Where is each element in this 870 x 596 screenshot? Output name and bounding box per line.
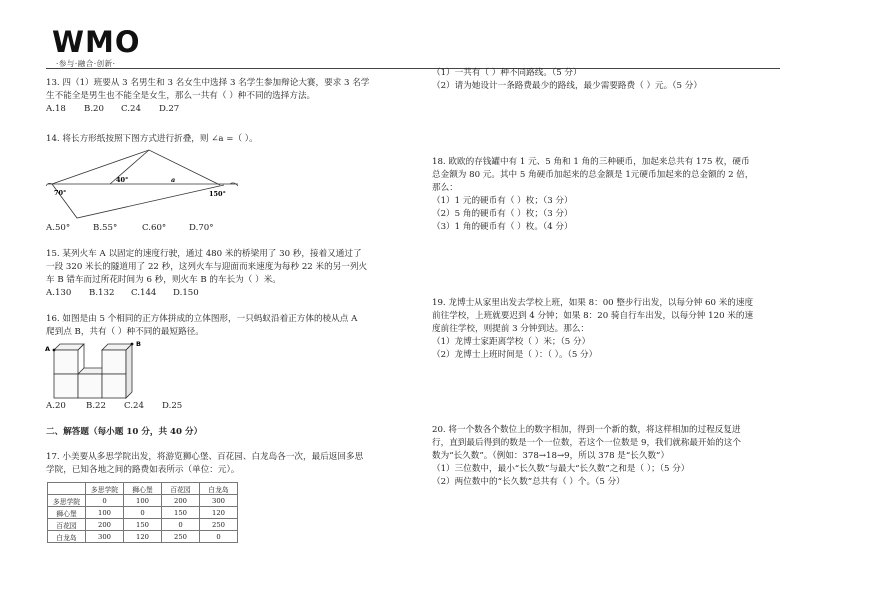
logo: WMO xyxy=(52,25,141,59)
table-cell: 150 xyxy=(162,507,200,519)
table-cell: 120 xyxy=(124,531,162,543)
table-cell: 100 xyxy=(86,507,124,519)
option-d: D.27 xyxy=(159,104,180,114)
table-cell: 300 xyxy=(200,495,238,507)
table-header-cell: 百花园 xyxy=(162,483,200,495)
angle-a-label: a xyxy=(171,176,176,184)
option-c: C.24 xyxy=(124,401,144,411)
cube-figure xyxy=(44,338,154,402)
point-b xyxy=(131,343,134,346)
q18-sub2: （2）5 角的硬币有（ ）枚；（3 分） xyxy=(432,209,573,219)
q18-line3: 那么： xyxy=(432,183,458,193)
slogan: ·参与·融合·创新· xyxy=(56,59,116,68)
q13-line1: 13. 四（1）班要从 3 名男生和 3 名女生中选择 3 名学生参加辩论大赛，要求 3 名学 xyxy=(46,78,370,88)
table-cell: 120 xyxy=(200,507,238,519)
table-cell: 300 xyxy=(86,531,124,543)
q18-sub1: （1）1 元的硬币有（ ）枚；（3 分） xyxy=(432,196,573,206)
angle-70-label: 70° xyxy=(54,189,67,197)
q14-line1: 14. 将长方形纸按照下图方式进行折叠，则 ∠a =（ ）。 xyxy=(46,134,258,144)
table-row xyxy=(48,495,238,507)
option-a: A.130 xyxy=(46,288,72,298)
option-a: A.50° xyxy=(46,223,71,233)
table-cell: 0 xyxy=(162,519,200,531)
point-a xyxy=(53,349,56,352)
q19-line2: 前往学校，上班就要迟到 4 分钟；如果 8：20 骑自行车出发，以每分钟 120 米的速 xyxy=(432,311,754,321)
option-c: C.144 xyxy=(131,288,157,298)
q20-line2: 行，直到最后得到的数是一个一位数，若这个一位数是 9，我们就称最开始的这个 xyxy=(432,438,741,448)
table-cell: 200 xyxy=(86,519,124,531)
q16-line1: 16. 如图是由 5 个相同的正方体拼成的立体图形，一只蚂蚁沿着正方体的棱从点 A xyxy=(46,314,358,324)
option-d: D.150 xyxy=(173,288,199,298)
option-c: C.60° xyxy=(142,223,167,233)
table-cell: 狮心堡 xyxy=(48,507,86,519)
q17-sub1: （1）一共有（ ）种不同路线。（5 分） xyxy=(432,68,582,78)
table-row xyxy=(48,519,238,531)
table-cell: 250 xyxy=(162,531,200,543)
table-cell: 150 xyxy=(124,519,162,531)
table-cell: 0 xyxy=(86,495,124,507)
q16-line2: 爬到点 B，共有（ ）种不同的最短路径。 xyxy=(46,327,204,337)
table-header-cell: 多思学院 xyxy=(86,483,124,495)
table-cell: 0 xyxy=(124,507,162,519)
q20-sub1: （1）三位数中，最小“长久数”与最大“长久数”之和是（ ）；（5 分） xyxy=(432,464,690,474)
option-a: A.20 xyxy=(46,401,66,411)
option-b: B.20 xyxy=(84,104,104,114)
table-cell: 250 xyxy=(200,519,238,531)
label-b: B xyxy=(136,340,141,348)
q15-line3: 车 B 错车而过所花时间为 6 秒，则火车 B 的车长为（ ）米。 xyxy=(46,275,281,285)
option-d: D.25 xyxy=(162,401,183,411)
q13-line2: 生不能全是男生也不能全是女生，那么一共有（ ）种不同的选择方法。 xyxy=(46,91,316,101)
section-2-heading: 二、解答题（每小题 10 分，共 40 分） xyxy=(46,427,203,437)
option-b: B.55° xyxy=(93,223,118,233)
q18-sub3: （3）1 角的硬币有（ ）枚。（4 分） xyxy=(432,222,573,232)
fold-upper-edge xyxy=(52,150,220,185)
option-b: B.22 xyxy=(86,401,106,411)
table-header-cell: 狮心堡 xyxy=(124,483,162,495)
table-cell: 多思学院 xyxy=(48,495,86,507)
angle-150-label: 150° xyxy=(209,190,226,198)
table-header-row xyxy=(48,483,238,495)
option-c: C.24 xyxy=(121,104,141,114)
table-row xyxy=(48,507,238,519)
q20-line1: 20. 将一个数各个数位上的数字相加，得到一个新的数，将这样相加的过程反复进 xyxy=(432,425,741,435)
q19-sub1: （1）龙博士家距离学校（ ）米；（5 分） xyxy=(432,337,591,347)
q15-line2: 一段 320 米长的隧道用了 22 秒，这列火车与迎面而来速度为每秒 22 米的另一列火 xyxy=(46,262,368,272)
header-rule-left xyxy=(46,68,436,69)
q20-sub2: （2）两位数中的“长久数”总共有（ ）个。（5 分） xyxy=(432,477,625,487)
folding-figure xyxy=(44,140,244,222)
label-a: A xyxy=(45,345,51,353)
q19-sub2: （2）龙博士上班时间是（ ）：（ ）。（5 分） xyxy=(432,350,598,360)
fold-lower-edge xyxy=(52,184,224,218)
angle-40-label: 40° xyxy=(116,176,129,184)
table-header-cell: 白龙岛 xyxy=(200,483,238,495)
option-d: D.70° xyxy=(189,223,214,233)
table-header-cell xyxy=(48,483,86,495)
q17-line2: 学院，已知各地之间的路费如表所示（单位：元）。 xyxy=(46,465,240,475)
table-cell: 200 xyxy=(162,495,200,507)
q18-line1: 18. 欧欧的存钱罐中有 1 元、5 角和 1 角的三种硬币，加起来总共有 175 枚，硬币 xyxy=(432,157,750,167)
q19-line3: 度前往学校，则提前 3 分钟到达。那么： xyxy=(432,324,590,334)
table-cell: 100 xyxy=(124,495,162,507)
option-b: B.132 xyxy=(89,288,115,298)
q17-sub2: （2）请为她设计一条路费最少的路线，最少需要路费（ ）元。（5 分） xyxy=(432,81,702,91)
fold-curl-left xyxy=(46,183,52,186)
q19-line1: 19. 龙博士从家里出发去学校上班，如果 8：00 整步行出发，以每分钟 60 米的速度 xyxy=(432,298,754,308)
table-cell: 白龙岛 xyxy=(48,531,86,543)
q20-line3: 数为“长久数”。（例如：378→18→9，所以 378 是“长久数”） xyxy=(432,451,670,461)
fee-table xyxy=(47,482,238,543)
q18-line2: 总金额为 80 元。其中 5 角硬币加起来的总金额是 1元硬币加起来的总金额的 2 倍， xyxy=(432,170,754,180)
table-cell: 百花园 xyxy=(48,519,86,531)
table-cell: 0 xyxy=(200,531,238,543)
option-a: A.18 xyxy=(46,104,66,114)
q17-line1: 17. 小美要从多思学院出发，将游览狮心堡、百花园、白龙岛各一次，最后返回多思 xyxy=(46,452,364,462)
q15-line1: 15. 某列火车 A 以固定的速度行驶，通过 480 米的桥梁用了 30 秒，接着又通过了 xyxy=(46,249,362,259)
table-row xyxy=(48,531,238,543)
fold-curl-right xyxy=(230,183,238,186)
